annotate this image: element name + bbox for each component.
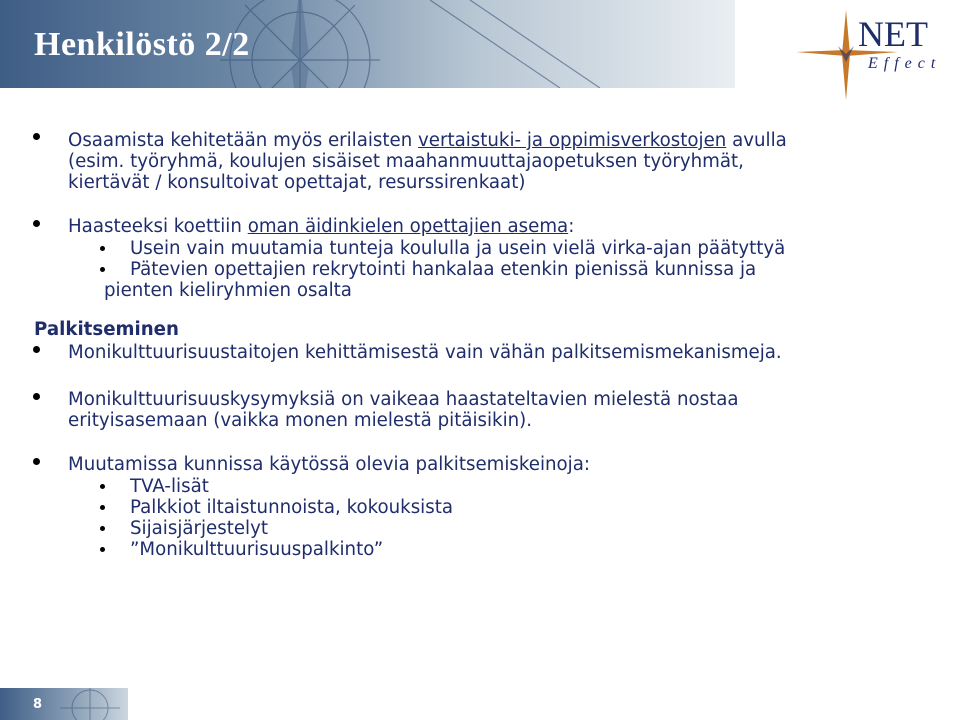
text: Haasteeksi koettiin xyxy=(68,216,248,237)
sub-bullet-continuation: pienten kieliryhmien osalta xyxy=(104,280,352,301)
bullet-dot xyxy=(33,393,43,403)
sub-bullet-item xyxy=(100,518,268,539)
paragraph-peer-networks xyxy=(68,130,787,193)
sub-bullet-text: ”Monikulttuurisuuspalkinto” xyxy=(130,539,384,560)
sub-bullet-dot xyxy=(100,484,105,489)
bullet-dot xyxy=(33,220,43,230)
underlined-text-mother-tongue-teachers: oman äidinkielen opettajien asema xyxy=(247,216,569,237)
logo-text-effect: Effect xyxy=(868,55,942,72)
sub-bullet-item xyxy=(100,497,453,518)
sub-bullet-text: Palkkiot iltaistunnoista, kokouksista xyxy=(130,497,453,518)
paragraph-special-status xyxy=(68,389,739,431)
sub-bullet-dot xyxy=(100,505,105,510)
text: (esim. työryhmä, koulujen sisäiset maahanmuuttajaopetuksen työryhmät, xyxy=(68,151,744,172)
sub-bullet-text: TVA-lisät xyxy=(130,476,209,497)
sub-bullet-dot xyxy=(100,547,105,552)
sub-bullet-item xyxy=(100,476,209,497)
sub-bullet-item xyxy=(100,238,785,259)
title-banner xyxy=(0,0,735,88)
sub-bullet-text: Sijaisjärjestelyt xyxy=(130,518,268,539)
paragraph-reward-means: Muutamissa kunnissa käytössä olevia palkitsemiskeinoja: xyxy=(68,454,591,475)
paragraph-challenges xyxy=(68,216,574,237)
sub-bullet-text: Pätevien opettajien rekrytointi hankalaa etenkin pienissä kunnissa ja xyxy=(130,259,757,280)
text: Osaamista kehitetään myös erilaisten xyxy=(68,130,419,151)
bullet-dot xyxy=(33,346,43,356)
slide-title: Henkilöstö 2/2 xyxy=(34,26,250,63)
underlined-text-peer-networks: vertaistuki- ja oppimisverkostojen xyxy=(418,130,727,151)
footer-map-decoration xyxy=(0,688,128,720)
bullet-dot xyxy=(33,133,43,143)
sub-bullet-dot xyxy=(100,526,105,531)
sub-bullet-dot xyxy=(100,267,105,272)
footer-banner xyxy=(0,688,128,720)
section-heading-rewarding: Palkitseminen xyxy=(34,319,179,340)
sub-bullet-text: Usein vain muutamia tunteja koululla ja usein vielä virka-ajan päätyttyä xyxy=(130,238,786,259)
sub-bullet-item xyxy=(100,259,756,280)
logo-text-net: NET xyxy=(858,14,928,54)
text: Monikulttuurisuuskysymyksiä on vaikeaa haastateltavien mielestä nostaa xyxy=(68,389,739,410)
text: avulla xyxy=(726,130,787,151)
text: erityisasemaan (vaikka monen mielestä pitäisikin). xyxy=(68,410,533,431)
sub-bullet-item xyxy=(100,539,383,560)
bullet-dot xyxy=(33,458,43,468)
sub-bullet-dot xyxy=(100,246,105,251)
net-effect-logo xyxy=(788,4,958,104)
page-number: 8 xyxy=(33,697,43,712)
text: kiertävät / konsultoivat opettajat, resurssirenkaat) xyxy=(68,172,526,193)
paragraph-reward-mechanisms: Monikulttuurisuustaitojen kehittämisestä vain vähän palkitsemismekanismeja. xyxy=(68,342,782,363)
text: : xyxy=(568,216,575,237)
